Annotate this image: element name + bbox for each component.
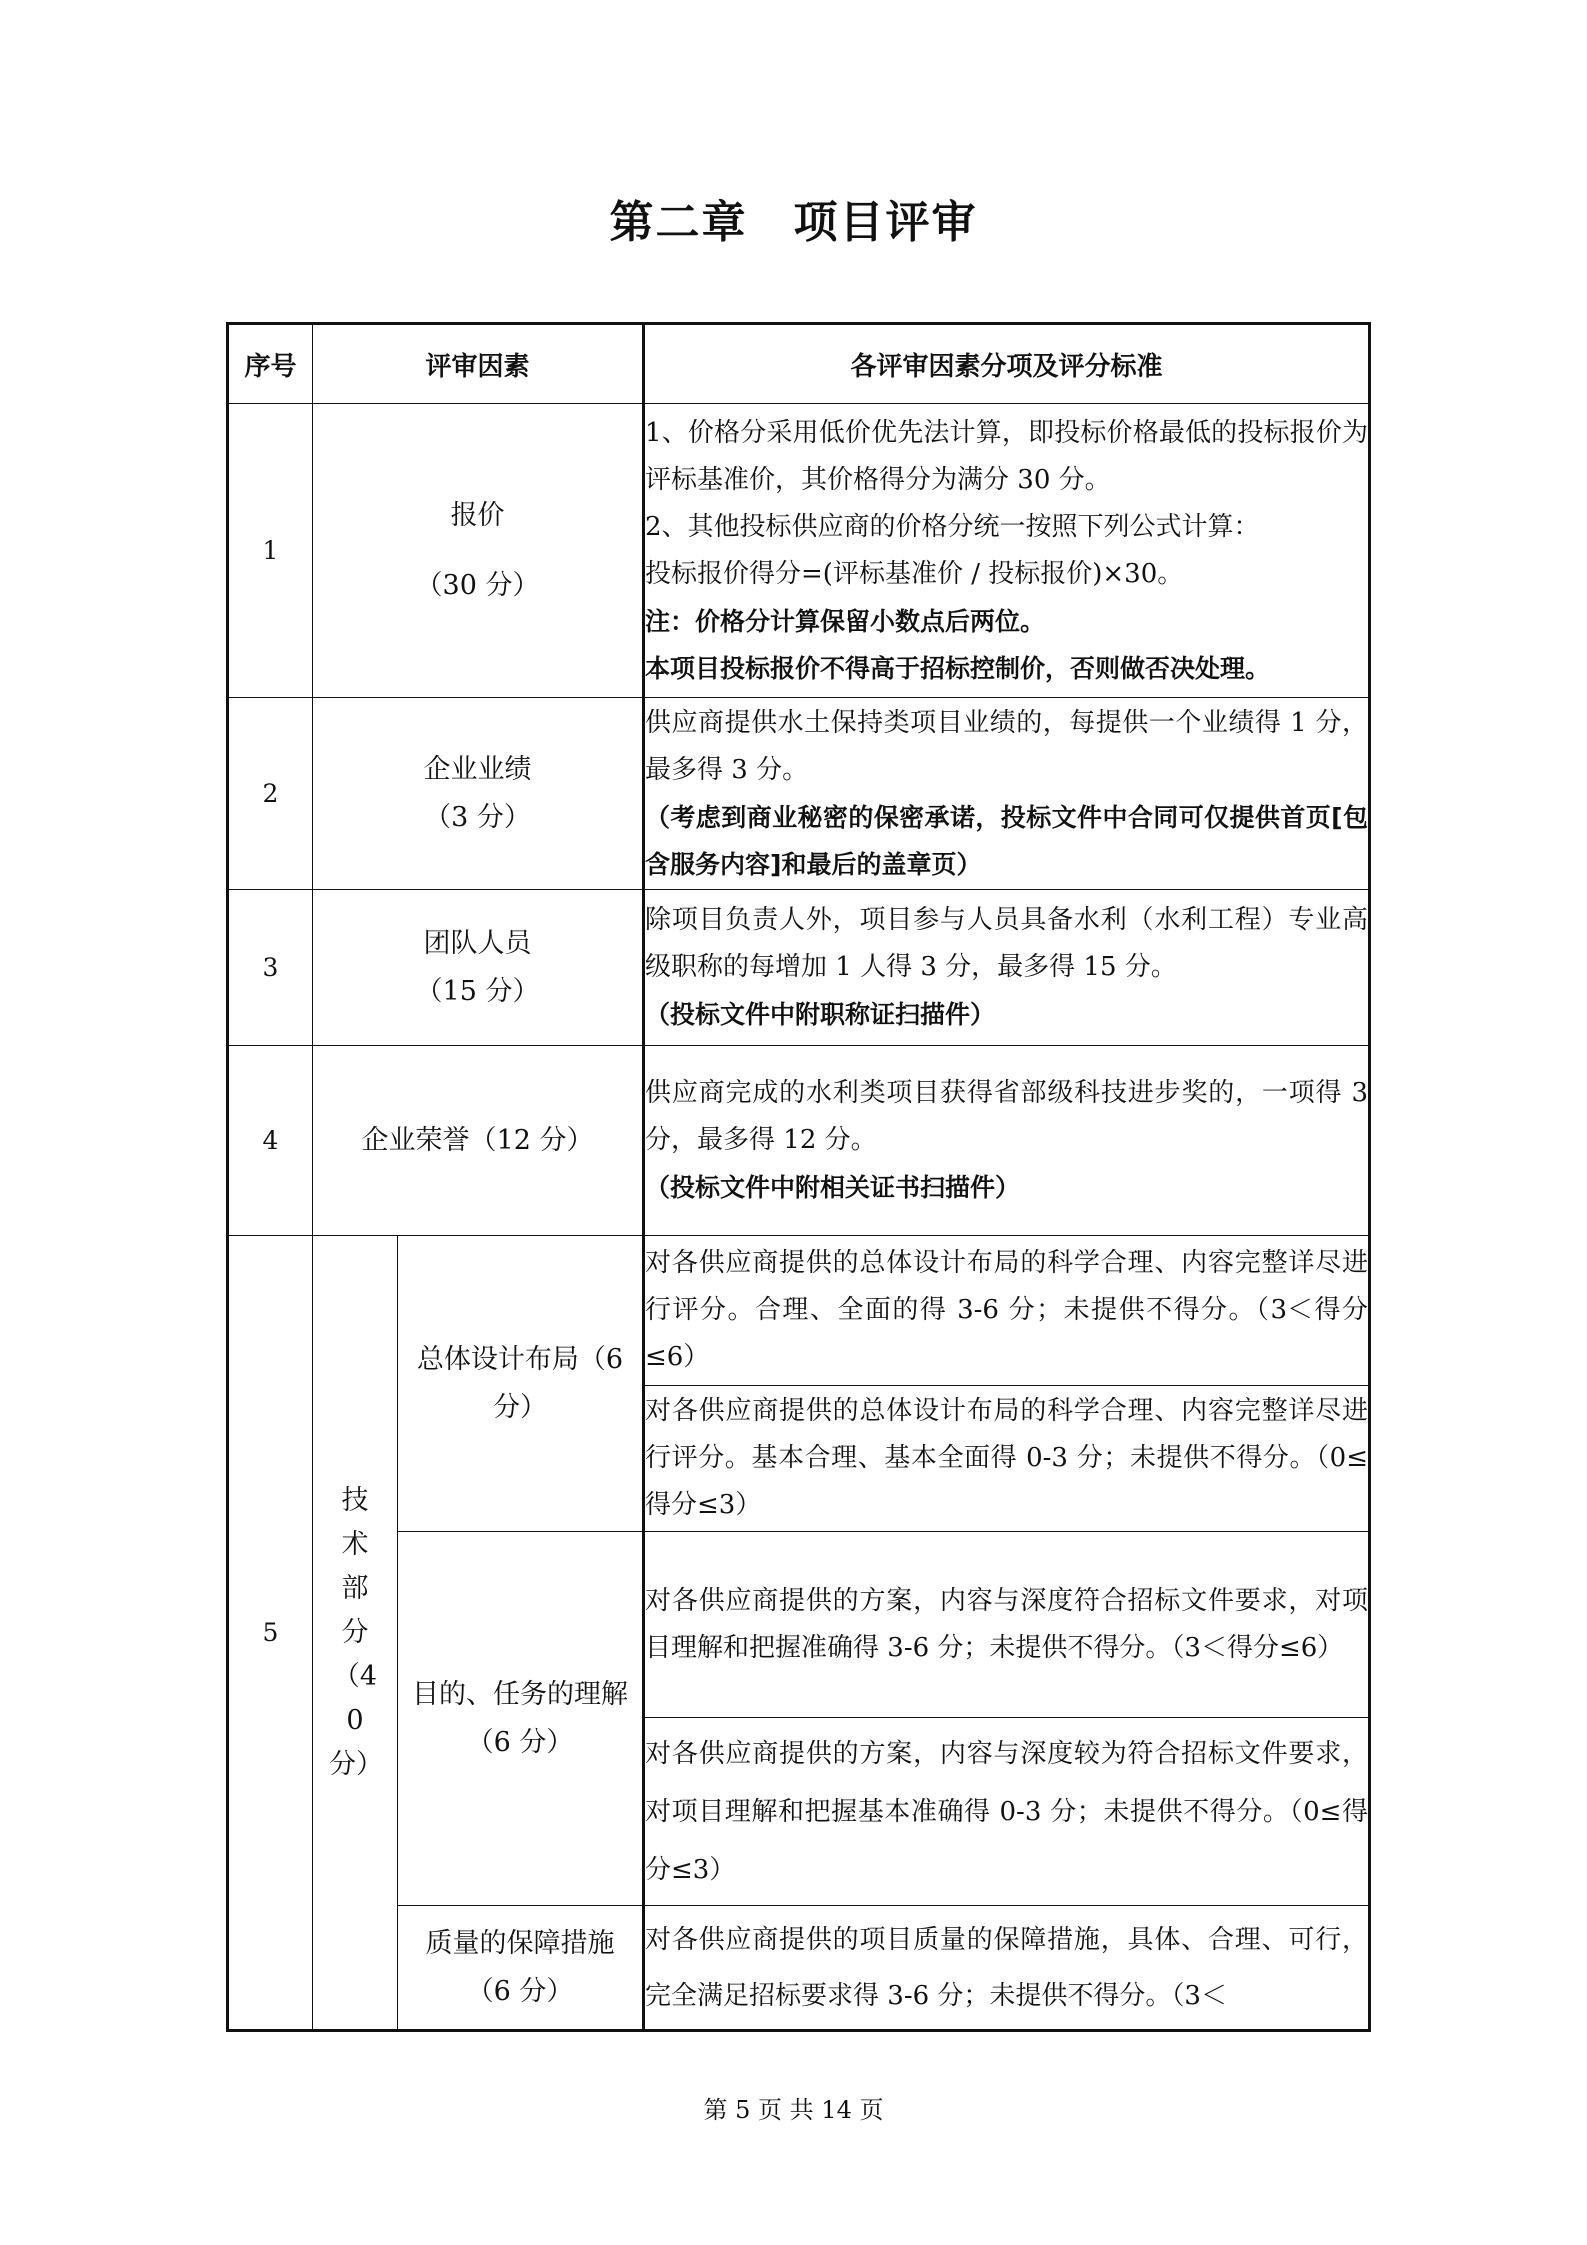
criteria-note: 本项目投标报价不得高于招标控制价，否则做否决处理。 bbox=[645, 653, 1271, 683]
criteria-note: 注：价格分计算保留小数点后两位。 bbox=[645, 606, 1046, 636]
row-factor bbox=[313, 890, 644, 1046]
factor-name: 团队人员 bbox=[423, 927, 532, 959]
sub-criteria: 对各供应商提供的总体设计布局的科学合理、内容完整详尽进行评分。合理、全面的得 3-6 分；未提供不得分。（3＜得分≤6） bbox=[644, 1236, 1370, 1386]
factor-name: 报价 bbox=[450, 499, 505, 531]
row-criteria bbox=[644, 890, 1370, 1046]
sub-factor: 质量的保障措施（6 分） bbox=[398, 1906, 644, 2031]
factor-name: 企业荣誉（12 分） bbox=[361, 1124, 594, 1156]
group-label: 技术部分（40分） bbox=[329, 1484, 383, 1780]
table-row bbox=[228, 698, 1370, 890]
criteria-note: （投标文件中附职称证扫描件） bbox=[645, 1000, 996, 1029]
row-num: 4 bbox=[228, 1046, 313, 1236]
criteria-line: 2、其他投标供应商的价格分统一按照下列公式计算： bbox=[645, 511, 1260, 542]
row-criteria bbox=[644, 698, 1370, 890]
table-row bbox=[228, 1532, 1370, 1718]
row-num: 5 bbox=[228, 1236, 313, 2031]
table-row bbox=[228, 890, 1370, 1046]
table-row bbox=[228, 1906, 1370, 2031]
row-num: 1 bbox=[228, 404, 313, 698]
sub-criteria: 对各供应商提供的方案，内容与深度较为符合招标文件要求，对项目理解和把握基本准确得 0-3 分；未提供不得分。（0≤得分≤3） bbox=[644, 1718, 1370, 1906]
criteria-note: （投标文件中附相关证书扫描件） bbox=[645, 1173, 1021, 1202]
chapter-title: 第二章 项目评审 bbox=[609, 197, 978, 248]
factor-name: 企业业绩 bbox=[423, 753, 532, 785]
sub-factor: 总体设计布局（6分） bbox=[398, 1236, 644, 1532]
header-factor: 评审因素 bbox=[313, 324, 644, 404]
row-factor bbox=[313, 1046, 644, 1236]
table-row bbox=[228, 404, 1370, 698]
sub-criteria: 对各供应商提供的方案，内容与深度符合招标文件要求，对项目理解和把握准确得 3-6 分；未提供不得分。（3＜得分≤6） bbox=[644, 1532, 1370, 1718]
row-num: 3 bbox=[228, 890, 313, 1046]
row-criteria bbox=[644, 404, 1370, 698]
sub-criteria: 对各供应商提供的项目质量的保障措施，具体、合理、可行，完全满足招标要求得 3-6 分；未提供不得分。（3＜ bbox=[644, 1906, 1370, 2031]
sub-criteria: 对各供应商提供的总体设计布局的科学合理、内容完整详尽进行评分。基本合理、基本全面得 0-3 分；未提供不得分。（0≤得分≤3） bbox=[644, 1386, 1370, 1532]
row-criteria bbox=[644, 1046, 1370, 1236]
criteria-line: 1、价格分采用低价优先法计算，即投标价格最低的投标报价为评标基准价，其价格得分为满分 30 分。 bbox=[645, 417, 1369, 495]
header-num: 序号 bbox=[228, 324, 313, 404]
group-factor bbox=[313, 1236, 398, 2031]
factor-points: （15 分） bbox=[415, 975, 540, 1007]
table-row bbox=[228, 1046, 1370, 1236]
factor-points: （30 分） bbox=[415, 569, 540, 601]
factor-points: （3 分） bbox=[424, 801, 531, 833]
criteria-note: （考虑到商业秘密的保密承诺，投标文件中合同可仅提供首页[包含服务内容]和最后的盖章页） bbox=[645, 802, 1369, 879]
criteria-line: 供应商提供水土保持类项目业绩的，每提供一个业绩得 1 分，最多得 3 分。 bbox=[645, 707, 1369, 785]
header-criteria: 各评审因素分项及评分标准 bbox=[644, 324, 1370, 404]
criteria-line: 除项目负责人外，项目参与人员具备水利（水利工程）专业高级职称的每增加 1 人得 3 分，最多得 15 分。 bbox=[645, 905, 1369, 982]
page-footer: 第 5 页 共 14 页 bbox=[703, 2096, 884, 2124]
table-header-row bbox=[228, 324, 1370, 404]
table-row bbox=[228, 1236, 1370, 1386]
row-num: 2 bbox=[228, 698, 313, 890]
row-factor bbox=[313, 404, 644, 698]
evaluation-table bbox=[226, 322, 1371, 2032]
row-factor bbox=[313, 698, 644, 890]
sub-factor: 目的、任务的理解（6 分） bbox=[398, 1532, 644, 1906]
criteria-line: 投标报价得分=(评标基准价 / 投标报价)×30。 bbox=[645, 558, 1184, 589]
criteria-line: 供应商完成的水利类项目获得省部级科技进步奖的，一项得 3 分，最多得 12 分。 bbox=[645, 1078, 1369, 1155]
